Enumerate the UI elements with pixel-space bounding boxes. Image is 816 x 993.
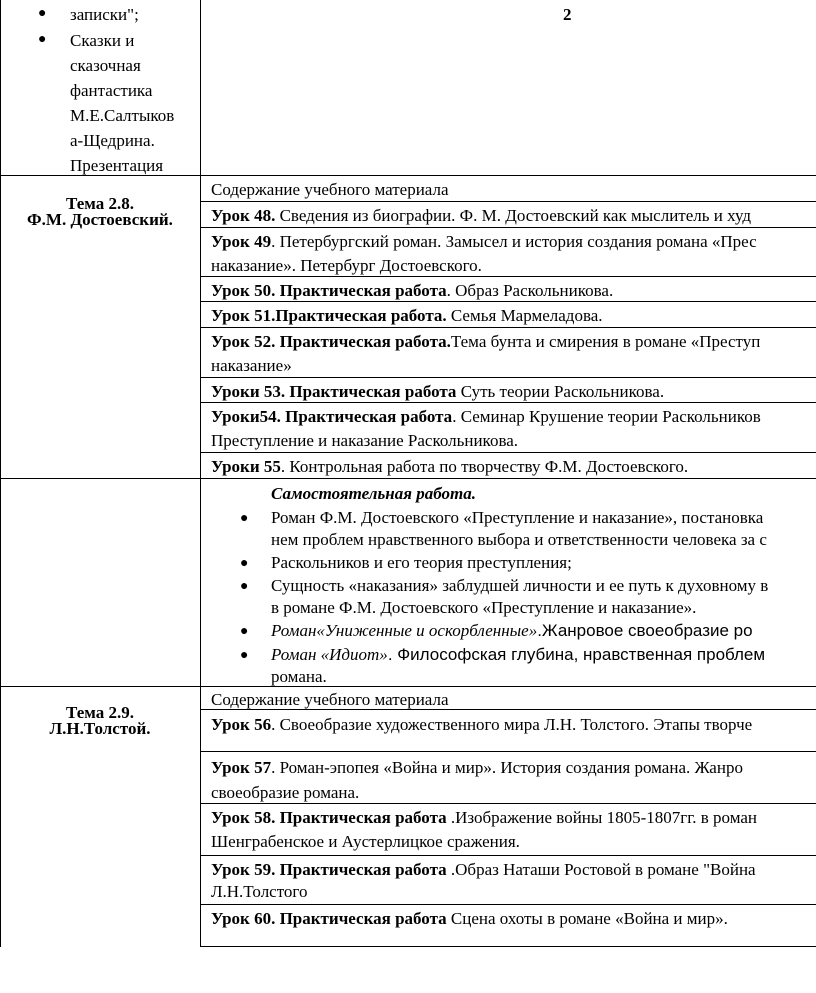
independent-work-title: Самостоятельная работа. — [271, 484, 476, 503]
column-divider — [200, 0, 201, 947]
lesson-54-line2: Преступление и наказание Раскольникова. — [211, 431, 519, 450]
lesson-53 — [211, 382, 664, 402]
lesson-divider — [200, 402, 816, 403]
row-divider — [0, 478, 816, 479]
lesson-label: Урок 52. Практическая работа. — [211, 332, 451, 351]
independent-item-line: нем проблем нравственного выбора и ответственности человека за с — [271, 530, 767, 549]
lesson-text: . Семинар Крушение теории Раскольников — [452, 407, 761, 426]
independent-item-line: Раскольников и его теория преступления; — [271, 553, 572, 572]
lesson-label: Урок 48. — [211, 206, 276, 225]
list-item: записки"; — [70, 5, 139, 24]
lesson-48 — [211, 206, 751, 226]
lesson-54 — [211, 407, 761, 427]
lesson-text: .Изображение войны 1805-1807гг. в роман — [446, 808, 757, 827]
list-item-line: Презентация — [70, 156, 164, 175]
lesson-text: Сцена охоты в романе «Война и мир». — [446, 909, 728, 928]
lesson-text: . Своеобразие художественного мира Л.Н. Толстого. Этапы творче — [271, 715, 753, 734]
lesson-divider — [200, 301, 816, 302]
independent-item-line: в романе Ф.М. Достоевского «Преступление и наказание». — [271, 598, 697, 617]
independent-item-line: Роман Ф.М. Достоевского «Преступление и наказание», постановка — [271, 508, 764, 527]
bullet-icon: ● — [38, 6, 47, 21]
lesson-57 — [211, 758, 743, 778]
hours-value: 2 — [563, 5, 572, 24]
lesson-51 — [211, 306, 603, 326]
bullet-icon: ● — [38, 32, 47, 47]
lesson-divider — [200, 227, 816, 228]
lesson-label: Уроки54. Практическая работа — [211, 407, 453, 426]
list-item-line: М.Е.Салтыков — [70, 106, 175, 125]
lesson-49-line2: наказание». Петербург Достоевского. — [211, 256, 482, 275]
lesson-divider — [200, 855, 816, 856]
lesson-text: Суть теории Раскольникова. — [456, 382, 665, 401]
lesson-label: Уроки 55 — [211, 457, 281, 476]
independent-item-line: романа. — [271, 667, 327, 686]
lesson-divider — [200, 201, 816, 202]
table-bottom-border — [200, 946, 816, 947]
content-header: Содержание учебного материала — [211, 180, 449, 199]
table-left-border — [0, 0, 1, 947]
lesson-text: Сведения из биографии. Ф. М. Достоевский как мыслитель и худ — [275, 206, 752, 225]
lesson-label: Уроки 53. Практическая работа — [211, 382, 457, 401]
topic-title: Тема 2.8. — [66, 194, 134, 213]
lesson-60 — [211, 909, 728, 929]
lesson-label: Урок 51.Практическая работа. — [211, 306, 447, 325]
bullet-icon: ● — [240, 511, 249, 526]
lesson-56 — [211, 715, 752, 735]
lesson-divider — [200, 751, 816, 752]
item-text: . Философская глубина, нравственная проблем — [387, 645, 766, 664]
independent-item-line: Сущность «наказания» заблудшей личности и ее путь к духовному в — [271, 576, 769, 595]
list-item-line: а-Щедрина. — [70, 131, 155, 150]
lesson-label: Урок 59. Практическая работа — [211, 860, 447, 879]
lesson-text: . Образ Раскольникова. — [446, 281, 614, 300]
topic-subtitle: Л.Н.Толстой. — [49, 719, 151, 738]
item-text: .Жанровое своеобразие ро — [537, 621, 753, 640]
lesson-52-line2: наказание» — [211, 356, 292, 375]
lesson-text: Тема бунта и смирения в романе «Преступ — [450, 332, 761, 351]
lesson-59 — [211, 860, 756, 880]
lesson-text: Семья Мармеладова. — [446, 306, 603, 325]
lesson-57-line2: своеобразие романа. — [211, 783, 360, 802]
bullet-icon: ● — [240, 624, 249, 639]
lesson-label: Урок 50. Практическая работа — [211, 281, 447, 300]
lesson-divider — [200, 803, 816, 804]
list-item-line: сказочная — [70, 56, 141, 75]
list-item-line: фантастика — [70, 81, 153, 100]
lesson-58 — [211, 808, 757, 828]
lesson-label: Урок 57 — [211, 758, 272, 777]
lesson-divider — [200, 276, 816, 277]
lesson-50 — [211, 281, 613, 301]
lesson-text: . Роман-эпопея «Война и мир». История создания романа. Жанро — [271, 758, 743, 777]
row-divider — [0, 686, 816, 687]
lesson-label: Урок 60. Практическая работа — [211, 909, 447, 928]
lesson-52 — [211, 332, 760, 352]
bullet-icon: ● — [240, 648, 249, 663]
content-header: Содержание учебного материала — [211, 690, 449, 709]
lesson-text: .Образ Наташи Ростовой в романе "Война — [446, 860, 756, 879]
lesson-divider — [200, 377, 816, 378]
topic-title: Тема 2.9. — [66, 703, 134, 722]
lesson-text: . Петербургский роман. Замысел и история создания романа «Прес — [271, 232, 757, 251]
novel-title: Роман «Идиот» — [271, 645, 388, 664]
lesson-divider — [200, 904, 816, 905]
lesson-55 — [211, 457, 688, 477]
bullet-icon: ● — [240, 556, 249, 571]
lesson-label: Урок 58. Практическая работа — [211, 808, 447, 827]
bullet-icon: ● — [240, 579, 249, 594]
lesson-49 — [211, 232, 757, 252]
lesson-divider — [200, 452, 816, 453]
lesson-label: Урок 56 — [211, 715, 272, 734]
list-item-line: Сказки и — [70, 31, 135, 50]
independent-item-line — [271, 645, 765, 665]
independent-item-line — [271, 621, 753, 641]
lesson-58-line2: Шенграбенское и Аустерлицкое сражения. — [211, 832, 520, 851]
lesson-59-line2: Л.Н.Толстого — [211, 882, 308, 901]
lesson-label: Урок 49 — [211, 232, 272, 251]
topic-subtitle: Ф.М. Достоевский. — [27, 210, 173, 229]
lesson-text: . Контрольная работа по творчеству Ф.М. Достоевского. — [280, 457, 689, 476]
lesson-divider — [200, 327, 816, 328]
novel-title: Роман«Униженные и оскорбленные» — [271, 621, 538, 640]
